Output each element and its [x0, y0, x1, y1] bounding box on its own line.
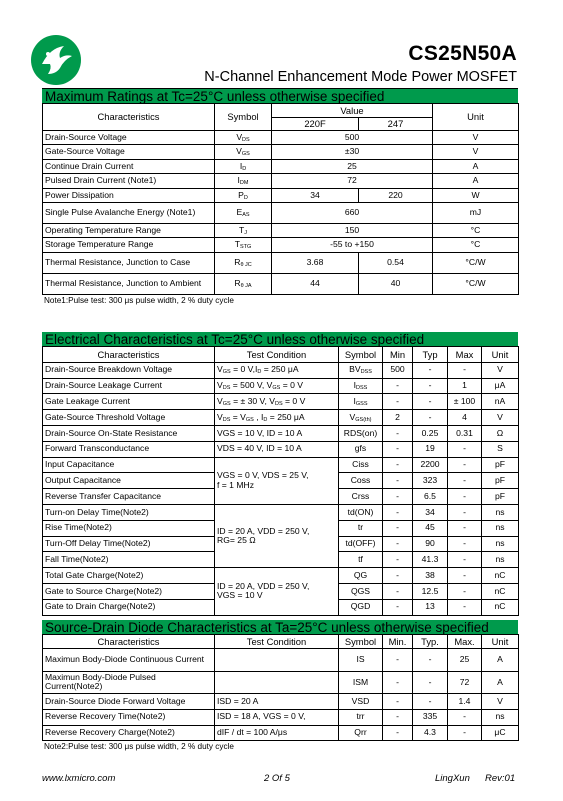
table-row: [43, 159, 519, 173]
max-cell: 1: [448, 378, 482, 394]
typ-cell: 12.5: [413, 583, 448, 599]
unit-cell: pF: [482, 489, 519, 505]
min-cell: -: [383, 489, 413, 505]
col-header-unit: Unit: [482, 635, 519, 649]
col-header-characteristics: Characteristics: [43, 104, 215, 131]
table-row: [43, 188, 519, 202]
unit-cell: μA: [482, 378, 519, 394]
unit-cell: °C: [433, 223, 519, 237]
symbol-cell: trr: [339, 709, 383, 725]
col-header-value: Value: [272, 104, 433, 118]
unit-cell: nC: [482, 583, 519, 599]
table-row: [43, 238, 519, 252]
typ-cell: -: [413, 394, 448, 410]
characteristic-cell: Operating Temperature Range: [43, 223, 215, 237]
col-header-symbol: Symbol: [215, 104, 272, 131]
characteristic-cell: Reverse Recovery Charge(Note2): [43, 725, 215, 741]
table-row: [43, 504, 519, 520]
table-row: [43, 131, 519, 145]
symbol-cell: $I_{DM}$: [215, 174, 272, 188]
col-header-220f: 220F: [272, 118, 359, 131]
table-row: [43, 174, 519, 188]
table-row: [43, 725, 519, 741]
table-row: [43, 273, 519, 294]
note-2: Note2:Pulse test: 300 μs pulse width, 2 % duty cycle: [44, 742, 234, 752]
test-condition-cell: dIF / dt = 100 A/μs: [215, 725, 339, 741]
max-cell: 4: [448, 410, 482, 426]
unit-cell: S: [482, 441, 519, 457]
min-cell: -: [383, 520, 413, 536]
col-header-unit: Unit: [433, 104, 519, 131]
value-cell: 660: [272, 202, 433, 223]
characteristic-cell: Input Capacitance: [43, 457, 215, 473]
characteristic-cell: Forward Transconductance: [43, 441, 215, 457]
electrical-table: [42, 346, 519, 616]
table-row: [43, 709, 519, 725]
table-row: [43, 441, 519, 457]
unit-cell: ns: [482, 536, 519, 552]
min-cell: -: [383, 536, 413, 552]
characteristic-cell: Pulsed Drain Current (Note1): [43, 174, 215, 188]
min-cell: -: [383, 583, 413, 599]
characteristic-cell: Gate-Source Voltage: [43, 145, 215, 159]
test-condition-cell: VDS = 40 V, ID = 10 A: [215, 441, 339, 457]
col-header-247: 247: [359, 118, 433, 131]
characteristic-cell: Continue Drain Current: [43, 159, 215, 173]
diode-title: Source-Drain Diode Characteristics at Ta=25°C unless otherwise specified: [42, 620, 518, 634]
col-header-condition: Test Condition: [215, 347, 339, 363]
value-220f-cell: 44: [272, 273, 359, 294]
device-subtitle: N-Channel Enhancement Mode Power MOSFET: [204, 69, 517, 85]
unit-cell: ns: [482, 520, 519, 536]
max-cell: -: [448, 536, 482, 552]
symbol-cell: tf: [339, 552, 383, 568]
unit-cell: A: [482, 649, 519, 672]
test-condition-cell: [215, 649, 339, 672]
unit-cell: W: [433, 188, 519, 202]
max-cell: -: [448, 504, 482, 520]
unit-cell: pF: [482, 457, 519, 473]
table-row: [43, 568, 519, 584]
symbol-cell: $V_{GS}$: [215, 145, 272, 159]
max-cell: -: [448, 583, 482, 599]
typ-cell: 4.3: [413, 725, 448, 741]
characteristic-cell: Turn-Off Delay Time(Note2): [43, 536, 215, 552]
characteristic-cell: Output Capacitance: [43, 473, 215, 489]
min-cell: -: [383, 552, 413, 568]
symbol-cell: $I_D$: [215, 159, 272, 173]
unit-cell: V: [482, 362, 519, 378]
unit-cell: Ω: [482, 425, 519, 441]
value-cell: 150: [272, 223, 433, 237]
max-cell: 1.4: [448, 694, 482, 710]
typ-cell: -: [413, 694, 448, 710]
test-condition-cell: $V_{DS} = V_{GS}$ , $I_D = 250$ μA: [215, 410, 339, 426]
symbol-cell: Qrr: [339, 725, 383, 741]
characteristic-cell: Turn-on Delay Time(Note2): [43, 504, 215, 520]
col-header-symbol: Symbol: [339, 347, 383, 363]
characteristic-cell: Rise Time(Note2): [43, 520, 215, 536]
logo-dot: [46, 52, 50, 56]
characteristic-cell: Drain-Source Diode Forward Voltage: [43, 694, 215, 710]
table-row: [43, 394, 519, 410]
symbol-cell: $R_{\theta JA}$: [215, 273, 272, 294]
unit-cell: A: [433, 174, 519, 188]
typ-cell: 2200: [413, 457, 448, 473]
max-cell: -: [448, 489, 482, 505]
symbol-cell: td(ON): [339, 504, 383, 520]
min-cell: 500: [383, 362, 413, 378]
test-condition-cell: ISD = 18 A, VGS = 0 V,: [215, 709, 339, 725]
typ-cell: 335: [413, 709, 448, 725]
symbol-cell: $T_{STG}$: [215, 238, 272, 252]
characteristic-cell: Reverse Transfer Capacitance: [43, 489, 215, 505]
characteristic-cell: Storage Temperature Range: [43, 238, 215, 252]
max-cell: 25: [448, 649, 482, 672]
symbol-cell: $BV_{DSS}$: [339, 362, 383, 378]
symbol-cell: Crss: [339, 489, 383, 505]
unit-cell: °C/W: [433, 252, 519, 273]
col-header-unit: Unit: [482, 347, 519, 363]
max-cell: -: [448, 457, 482, 473]
unit-cell: V: [433, 145, 519, 159]
characteristic-cell: Drain-Source Leakage Current: [43, 378, 215, 394]
test-condition-cell: ID = 20 A, VDD = 250 V, VGS = 10 V: [215, 568, 339, 615]
typ-cell: 13: [413, 599, 448, 615]
unit-cell: mJ: [433, 202, 519, 223]
typ-cell: -: [413, 671, 448, 694]
min-cell: -: [383, 671, 413, 694]
test-condition-cell: VGS = 0 V, VDS = 25 V, f = 1 MHz: [215, 457, 339, 504]
test-condition-cell: VGS = 10 V, ID = 10 A: [215, 425, 339, 441]
symbol-cell: $I_{DSS}$: [339, 378, 383, 394]
table-row: [43, 223, 519, 237]
col-header-max: Max: [448, 347, 482, 363]
col-header-min: Min.: [383, 635, 413, 649]
symbol-cell: QGS: [339, 583, 383, 599]
col-header-characteristics: Characteristics: [43, 635, 215, 649]
note-1: Note1:Pulse test: 300 μs pulse width, 2 % duty cycle: [44, 295, 234, 305]
table-row: [43, 694, 519, 710]
unit-cell: V: [482, 694, 519, 710]
symbol-cell: td(OFF): [339, 536, 383, 552]
min-cell: -: [383, 649, 413, 672]
table-row: [43, 362, 519, 378]
value-cell: 500: [272, 131, 433, 145]
min-cell: -: [383, 425, 413, 441]
characteristic-cell: Total Gate Charge(Note2): [43, 568, 215, 584]
symbol-cell: Ciss: [339, 457, 383, 473]
characteristic-cell: Reverse Recovery Time(Note2): [43, 709, 215, 725]
unit-cell: V: [433, 131, 519, 145]
test-condition-cell: ISD = 20 A: [215, 694, 339, 710]
table-header-row: [43, 347, 519, 363]
table-row: [43, 671, 519, 694]
part-number: CS25N50A: [408, 42, 517, 65]
min-cell: -: [383, 694, 413, 710]
symbol-cell: QG: [339, 568, 383, 584]
col-header-symbol: Symbol: [339, 635, 383, 649]
test-condition-cell: ID = 20 A, VDD = 250 V, RG= 25 Ω: [215, 504, 339, 567]
max-cell: -: [448, 441, 482, 457]
min-cell: -: [383, 599, 413, 615]
max-cell: -: [448, 552, 482, 568]
typ-cell: 0.25: [413, 425, 448, 441]
characteristic-cell: Drain-Source Voltage: [43, 131, 215, 145]
unit-cell: nC: [482, 599, 519, 615]
symbol-cell: RDS(on): [339, 425, 383, 441]
test-condition-cell: $V_{GS} = 0$ $V,I_D = 250$ μA: [215, 362, 339, 378]
symbol-cell: $R_{\theta JC}$: [215, 252, 272, 273]
col-header-characteristics: Characteristics: [43, 347, 215, 363]
unit-cell: A: [433, 159, 519, 173]
footer-company: LingXun: [435, 773, 470, 784]
typ-cell: 45: [413, 520, 448, 536]
symbol-cell: $E_{AS}$: [215, 202, 272, 223]
min-cell: -: [383, 709, 413, 725]
max-cell: -: [448, 362, 482, 378]
characteristic-cell: Thermal Resistance, Junction to Ambient: [43, 273, 215, 294]
symbol-cell: $I_{GSS}$: [339, 394, 383, 410]
max-cell: ± 100: [448, 394, 482, 410]
characteristic-cell: Power Dissipation: [43, 188, 215, 202]
max-cell: -: [448, 473, 482, 489]
footer-website[interactable]: www.lxmicro.com: [42, 773, 116, 784]
table-row: [43, 378, 519, 394]
value-247-cell: 220: [359, 188, 433, 202]
table-row: [43, 457, 519, 473]
max-cell: -: [448, 599, 482, 615]
max-ratings-title: Maximum Ratings at Tc=25°C unless otherwise specified: [42, 89, 518, 103]
electrical-section: [42, 332, 518, 616]
unit-cell: μC: [482, 725, 519, 741]
min-cell: -: [383, 394, 413, 410]
test-condition-cell: [215, 671, 339, 694]
characteristic-cell: Thermal Resistance, Junction to Case: [43, 252, 215, 273]
symbol-cell: $T_J$: [215, 223, 272, 237]
symbol-cell: Coss: [339, 473, 383, 489]
characteristic-cell: Gate-Source Threshold Voltage: [43, 410, 215, 426]
symbol-cell: $P_D$: [215, 188, 272, 202]
value-cell: -55 to +150: [272, 238, 433, 252]
table-row: [43, 202, 519, 223]
value-cell: 25: [272, 159, 433, 173]
col-header-max: Max.: [448, 635, 482, 649]
max-cell: 72: [448, 671, 482, 694]
max-cell: -: [448, 709, 482, 725]
diode-section: [42, 620, 518, 752]
table-row: [43, 410, 519, 426]
unit-cell: nC: [482, 568, 519, 584]
footer-revision: Rev:01: [485, 773, 516, 784]
max-cell: -: [448, 568, 482, 584]
symbol-cell: VSD: [339, 694, 383, 710]
characteristic-cell: Drain-Source On-State Resistance: [43, 425, 215, 441]
symbol-cell: QGD: [339, 599, 383, 615]
symbol-cell: $V_{GS(th)}$: [339, 410, 383, 426]
typ-cell: -: [413, 362, 448, 378]
typ-cell: -: [413, 649, 448, 672]
min-cell: -: [383, 725, 413, 741]
footer-page-number: 2 Of 5: [264, 773, 290, 784]
col-header-condition: Test Condition: [215, 635, 339, 649]
characteristic-cell: Gate to Drain Charge(Note2): [43, 599, 215, 615]
value-247-cell: 40: [359, 273, 433, 294]
electrical-title: Electrical Characteristics at Tc=25°C unless otherwise specified: [42, 332, 518, 346]
min-cell: -: [383, 378, 413, 394]
unit-cell: V: [482, 410, 519, 426]
typ-cell: -: [413, 378, 448, 394]
characteristic-cell: Gate to Source Charge(Note2): [43, 583, 215, 599]
typ-cell: 6.5: [413, 489, 448, 505]
unit-cell: °C/W: [433, 273, 519, 294]
unit-cell: A: [482, 671, 519, 694]
characteristic-cell: Maximun Body-Diode Pulsed Current(Note2): [43, 671, 215, 694]
value-cell: 72: [272, 174, 433, 188]
characteristic-cell: Drain-Source Breakdown Voltage: [43, 362, 215, 378]
table-row: [43, 145, 519, 159]
typ-cell: 38: [413, 568, 448, 584]
symbol-cell: $V_{DS}$: [215, 131, 272, 145]
max-ratings-table: [42, 103, 519, 295]
unit-cell: pF: [482, 473, 519, 489]
value-247-cell: 0.54: [359, 252, 433, 273]
value-cell: ±30: [272, 145, 433, 159]
table-row: [43, 649, 519, 672]
symbol-cell: tr: [339, 520, 383, 536]
characteristic-cell: Maximun Body-Diode Continuous Current: [43, 649, 215, 672]
typ-cell: 323: [413, 473, 448, 489]
symbol-cell: gfs: [339, 441, 383, 457]
min-cell: -: [383, 473, 413, 489]
typ-cell: 41.3: [413, 552, 448, 568]
characteristic-cell: Gate Leakage Current: [43, 394, 215, 410]
min-cell: -: [383, 504, 413, 520]
unit-cell: ns: [482, 709, 519, 725]
max-cell: -: [448, 520, 482, 536]
symbol-cell: IS: [339, 649, 383, 672]
characteristic-cell: Single Pulse Avalanche Energy (Note1): [43, 202, 215, 223]
max-cell: 0.31: [448, 425, 482, 441]
typ-cell: -: [413, 410, 448, 426]
test-condition-cell: $V_{GS}$ = ± 30 V, $V_{DS} = 0$ V: [215, 394, 339, 410]
min-cell: -: [383, 457, 413, 473]
unit-cell: ns: [482, 504, 519, 520]
table-row: [43, 425, 519, 441]
unit-cell: nA: [482, 394, 519, 410]
value-220f-cell: 3.68: [272, 252, 359, 273]
col-header-min: Min: [383, 347, 413, 363]
min-cell: -: [383, 568, 413, 584]
diode-table: [42, 634, 519, 741]
max-cell: -: [448, 725, 482, 741]
symbol-cell: ISM: [339, 671, 383, 694]
typ-cell: 19: [413, 441, 448, 457]
unit-cell: °C: [433, 238, 519, 252]
table-header-row: [43, 635, 519, 649]
characteristic-cell: Fall Time(Note2): [43, 552, 215, 568]
table-row: [43, 252, 519, 273]
typ-cell: 34: [413, 504, 448, 520]
table-header-row: [43, 104, 519, 118]
col-header-typ: Typ.: [413, 635, 448, 649]
typ-cell: 90: [413, 536, 448, 552]
min-cell: 2: [383, 410, 413, 426]
test-condition-cell: $V_{DS} = 500$ V, $V_{GS} = 0$ V: [215, 378, 339, 394]
max-ratings-section: [42, 89, 518, 306]
company-logo: [30, 34, 82, 86]
unit-cell: ns: [482, 552, 519, 568]
value-220f-cell: 34: [272, 188, 359, 202]
col-header-typ: Typ: [413, 347, 448, 363]
min-cell: -: [383, 441, 413, 457]
